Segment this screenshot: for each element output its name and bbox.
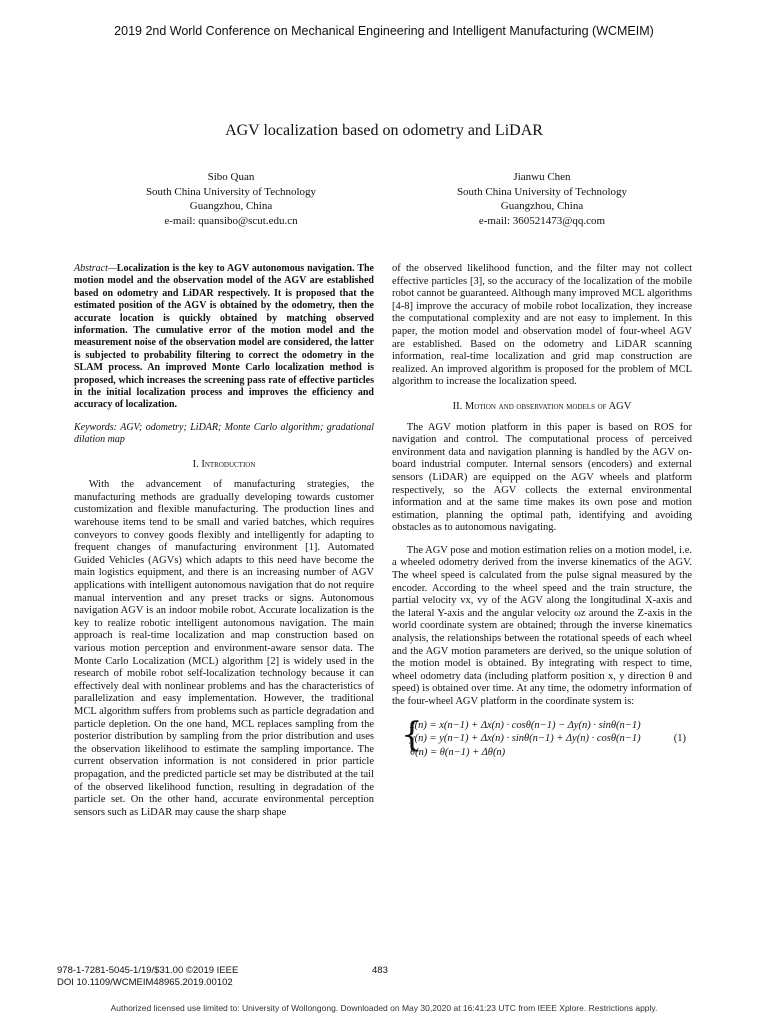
equation-1 (401, 714, 692, 760)
abstract-label: Abstract— (74, 263, 117, 274)
section-heading-introduction: I. Introduction (192, 458, 256, 470)
equation-line-theta: θ(n) = θ(n−1) + Δθ(n) (410, 746, 506, 758)
author-affiliation: South China University of Technology (456, 185, 628, 198)
author-email: e-mail: quansibo@scut.edu.cn (164, 214, 298, 227)
author-block-1 (81, 170, 381, 228)
author-name: Sibo Quan (207, 171, 255, 183)
motion-platform-paragraph: The AGV motion platform in this paper is based on ROS for navigation and control. The computational process of perceived environment data and navigation planning is handled by the AGV on-board industrial computer. Internal sensors (encoders) and external sensors (LiDAR) are equipped on the AGV wheels and platform respectively, so the AGV collects the external environmental information and at the same time makes its own pose and motion estimation, planning the optimal path, identifying and avoiding obstacles as to autonomous navigating. (392, 421, 692, 534)
author-email: e-mail: 360521473@qq.com (478, 214, 606, 227)
license-notice: Authorized licensed use limited to: University of Wollongong. Downloaded on May 30,2020 at 16:41:23 UTC from IEEE Xplore. Restrictions apply. (110, 1003, 658, 1013)
equation-line-x: x(n) = x(n−1) + Δx(n) · cosθ(n−1) − Δy(n) · sinθ(n−1) (410, 719, 641, 731)
continuation-paragraph: of the observed likelihood function, and the filter may not collect effective particles [3], so the accuracy of the localization of the mobile robot cannot be guaranteed. Although many improved MCL algorithms [4-8] improve the accuracy of mobile robot localization, they increase the computational complexity and are not easy to implement. In this paper, the motion model and observation model of four-wheel AGV are established. Based on the odometry and LiDAR scanning information, real-time localization and grid map construction are realized. An improved algorithm is proposed for the problem of MCL algorithm to increase the localization speed. (392, 263, 692, 388)
equation-line-y: y(n) = y(n−1) + Δx(n) · sinθ(n−1) + Δy(n) · cosθ(n−1) (410, 733, 641, 745)
conference-header: 2019 2nd World Conference on Mechanical Engineering and Intelligent Manufacturing (WCMEIM) (114, 24, 654, 38)
author-block-2 (392, 170, 692, 228)
author-location: Guangzhou, China (500, 200, 584, 212)
abstract-text: Localization is the key to AGV autonomous navigation. The motion model and the observation model of the AGV are established based on odometry and LiDAR respectively. It is proposed that the estimated position of the AGV is obtained by the odometry, then the accurate location is quickly obtained by matching observed information. The cumulative error of the motion model and the measurement noise of the observation model are considered, the latter is subjected to probability filtering to correct the odometry in the SLAM process. An improved Monte Carlo localization method is proposed, which increases the screening pass rate of effective particles in the initial localization process and improves the efficiency and accuracy of localization. (74, 263, 374, 411)
introduction-paragraph: With the advancement of manufacturing strategies, the manufacturing methods are gradually developing towards customer customization and flexible manufacturing. The production lines and warehouse items tend to be small and varied batches, which requires conveyors to convey goods flexibly and intelligently for adapting to frequent changes of manufacturing environment [1]. Automated Guided Vehicles (AGVs) which adapts to this need have become the main logistics equipment, and there is an increasing number of AGV applications with intelligent autonomous navigation that do not require manual intervention and any preset tracks or signs. Autonomous navigation AGV is an indoor mobile robot. Accurate localization is the key to realize robotic intelligent autonomous navigation. The main approach is real-time localization and map construction based on various motion perception and environment-aware sensor data. The Monte Carlo Localization (MCL) algorithm [2] is widely used in the research of mobile robot self-localization technology because it can effectively deal with nonlinear problems and has the characteristics of parallelization and easy implementation. However, the traditional MCL algorithm suffers from problems such as particle degradation and particle depletion. On the one hand, MCL replaces sampling from the posterior distribution by sampling from the prior distribution and uses the observation likelihood to estimate the sampling importance. The current observation information is not considered in prior particle propagation, and the predicted particle set may be distributed at the tail of the observed likelihood function, resulting in degradation of the particle set. On the other hand, accurate environmental perception sensors such as LiDAR may cause the sharp shape (74, 479, 374, 818)
page-number: 483 (372, 965, 388, 976)
author-affiliation: South China University of Technology (145, 185, 317, 198)
paper-title: AGV localization based on odometry and LiDAR (225, 122, 543, 139)
left-column (74, 263, 374, 819)
section-heading-models: II. Motion and observation models of AGV (452, 400, 632, 412)
pose-estimation-paragraph: The AGV pose and motion estimation relies on a motion model, i.e. a wheeled odometry derived from the inverse kinematics of the AGV. The wheel speed is calculated from the pulse signal measured by the encoder. According to the wheel speed and the train structure, the partial velocity vx, vy of the AGV along the longitudinal X-axis and the lateral Y-axis and the angular velocity ωz around the Z-axis in the world coordinate system are obtained; through the inverse kinematics analysis, the relationships between the rotational speeds of each wheel and the AGV motion parameters are derived, so the unique solution of the motion model is obtained. By integrating with respect to time, wheel odometry data (including platform position x, y direction θ and speed) is obtained over time. At any time, the odometry information of the four-wheel AGV platform in the coordinate system is: (392, 544, 692, 707)
footer-copyright (57, 965, 238, 989)
equation-brace: { (401, 714, 423, 755)
author-name: Jianwu Chen (513, 171, 571, 183)
footer-isbn: 978-1-7281-5045-1/19/$31.00 ©2019 IEEE (57, 965, 239, 976)
abstract (74, 263, 374, 412)
keywords: Keywords: AGV; odometry; LiDAR; Monte Carlo algorithm; gradational dilation map (74, 421, 374, 446)
author-location: Guangzhou, China (189, 200, 273, 212)
footer-doi: DOI 10.1109/WCMEIM48965.2019.00102 (57, 977, 233, 988)
equation-number: (1) (673, 732, 686, 744)
right-column (392, 263, 692, 759)
